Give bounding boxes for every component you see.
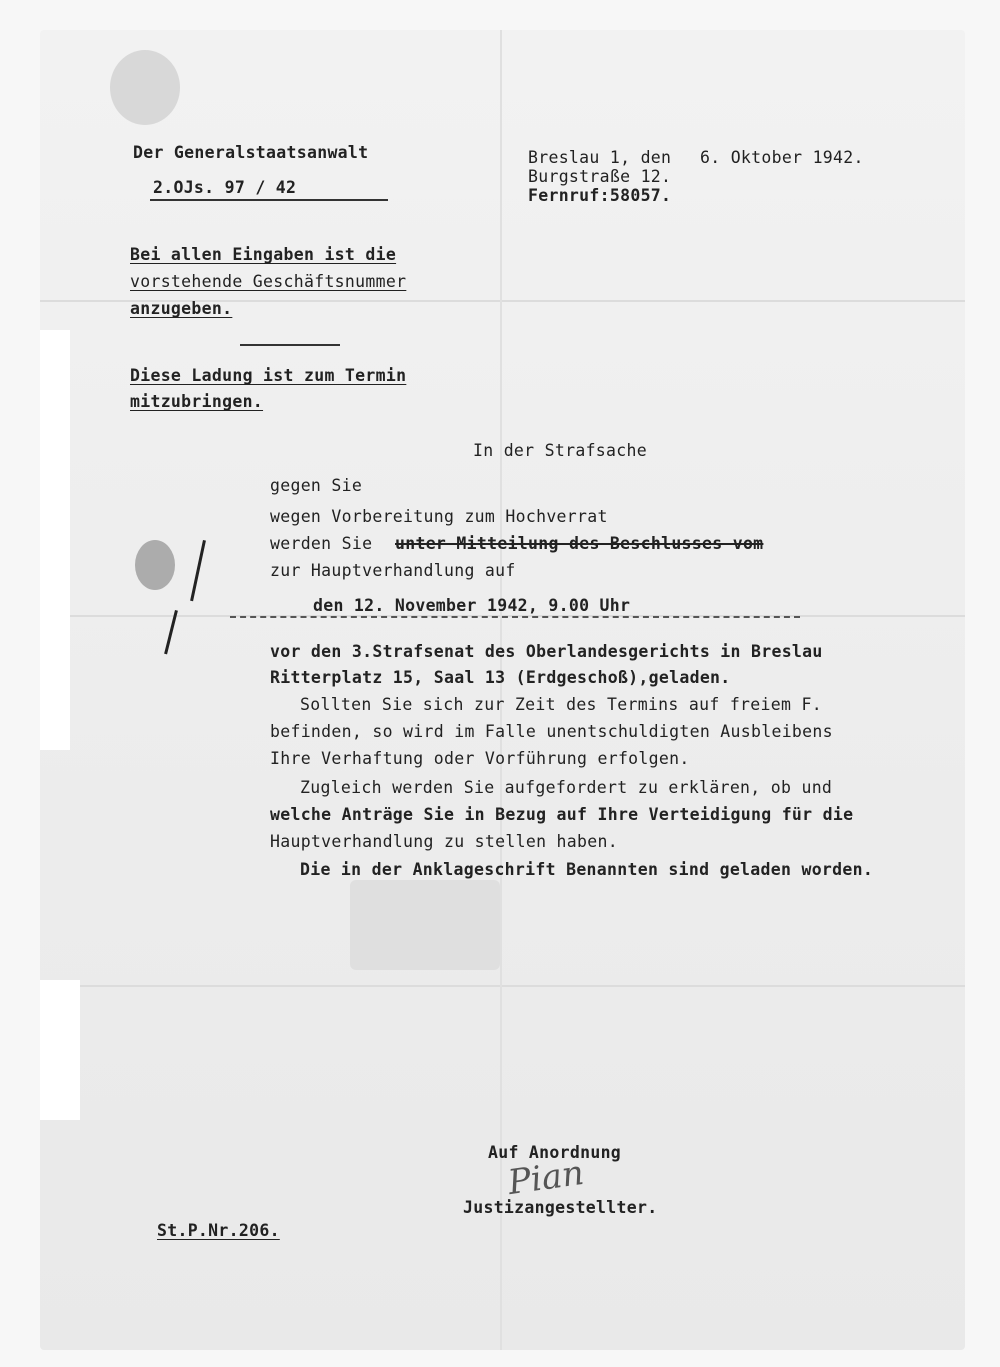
- phone-number: Fernruf:58057.: [528, 186, 672, 205]
- stain: [135, 540, 175, 590]
- paragraph-line: Sollten Sie sich zur Zeit des Termins auf freiem F.: [300, 695, 822, 714]
- line-summoned-prefix: werden Sie: [270, 534, 373, 553]
- signer-title: Justizangestellter.: [463, 1198, 658, 1217]
- notice-bring-summons-line2: mitzubringen.: [130, 392, 264, 411]
- case-heading: In der Strafsache: [473, 441, 647, 460]
- paragraph-line: befinden, so wird im Falle unentschuldigten Ausbleibens: [270, 722, 833, 741]
- line-against: gegen Sie: [270, 476, 363, 495]
- crease-line: [40, 985, 965, 987]
- line-charge: wegen Vorbereitung zum Hochverrat: [270, 507, 608, 526]
- torn-edge: [40, 980, 80, 1120]
- notice-file-number-line1: Bei allen Eingaben ist die: [130, 245, 397, 264]
- paragraph-line: welche Anträge Sie in Bezug auf Ihre Verteidigung für die: [270, 805, 854, 824]
- line-hearing: zur Hauptverhandlung auf: [270, 561, 516, 580]
- order-line: Auf Anordnung: [488, 1143, 622, 1162]
- handwritten-signature: Pian: [505, 1152, 587, 1204]
- hearing-date-line: [230, 616, 800, 618]
- hearing-date: den 12. November 1942, 9.00 Uhr: [313, 596, 631, 615]
- stain: [110, 50, 180, 125]
- place-date: Breslau 1, den: [528, 148, 672, 167]
- notice-file-number-line2: vorstehende Geschäftsnummer: [130, 272, 407, 291]
- form-number: St.P.Nr.206.: [157, 1221, 280, 1240]
- divider-rule: [240, 344, 340, 346]
- paragraph-line: Ihre Verhaftung oder Vorführung erfolgen.: [270, 749, 690, 768]
- authority-name: Der Generalstaatsanwalt: [133, 143, 369, 162]
- paragraph-line: vor den 3.Strafsenat des Oberlandesgerichts in Breslau: [270, 642, 823, 661]
- notice-bring-summons-line1: Diese Ladung ist zum Termin: [130, 366, 407, 385]
- stain: [350, 880, 500, 970]
- file-number-underline: [150, 199, 388, 201]
- paragraph-line: Zugleich werden Sie aufgefordert zu erklären, ob und: [300, 778, 833, 797]
- notice-file-number-line3: anzugeben.: [130, 299, 233, 318]
- line-summoned-struck: unter Mitteilung des Beschlusses vom: [395, 534, 764, 553]
- paragraph-line: Hauptverhandlung zu stellen haben.: [270, 832, 618, 851]
- torn-edge: [40, 330, 70, 750]
- paragraph-line: Die in der Anklageschrift Benannten sind geladen worden.: [300, 860, 874, 879]
- paragraph-line: Ritterplatz 15, Saal 13 (Erdgeschoß),geladen.: [270, 668, 731, 687]
- letter-date: 6. Oktober 1942.: [700, 148, 864, 167]
- street-address: Burgstraße 12.: [528, 167, 672, 186]
- file-number: 2.OJs. 97 / 42: [153, 178, 297, 197]
